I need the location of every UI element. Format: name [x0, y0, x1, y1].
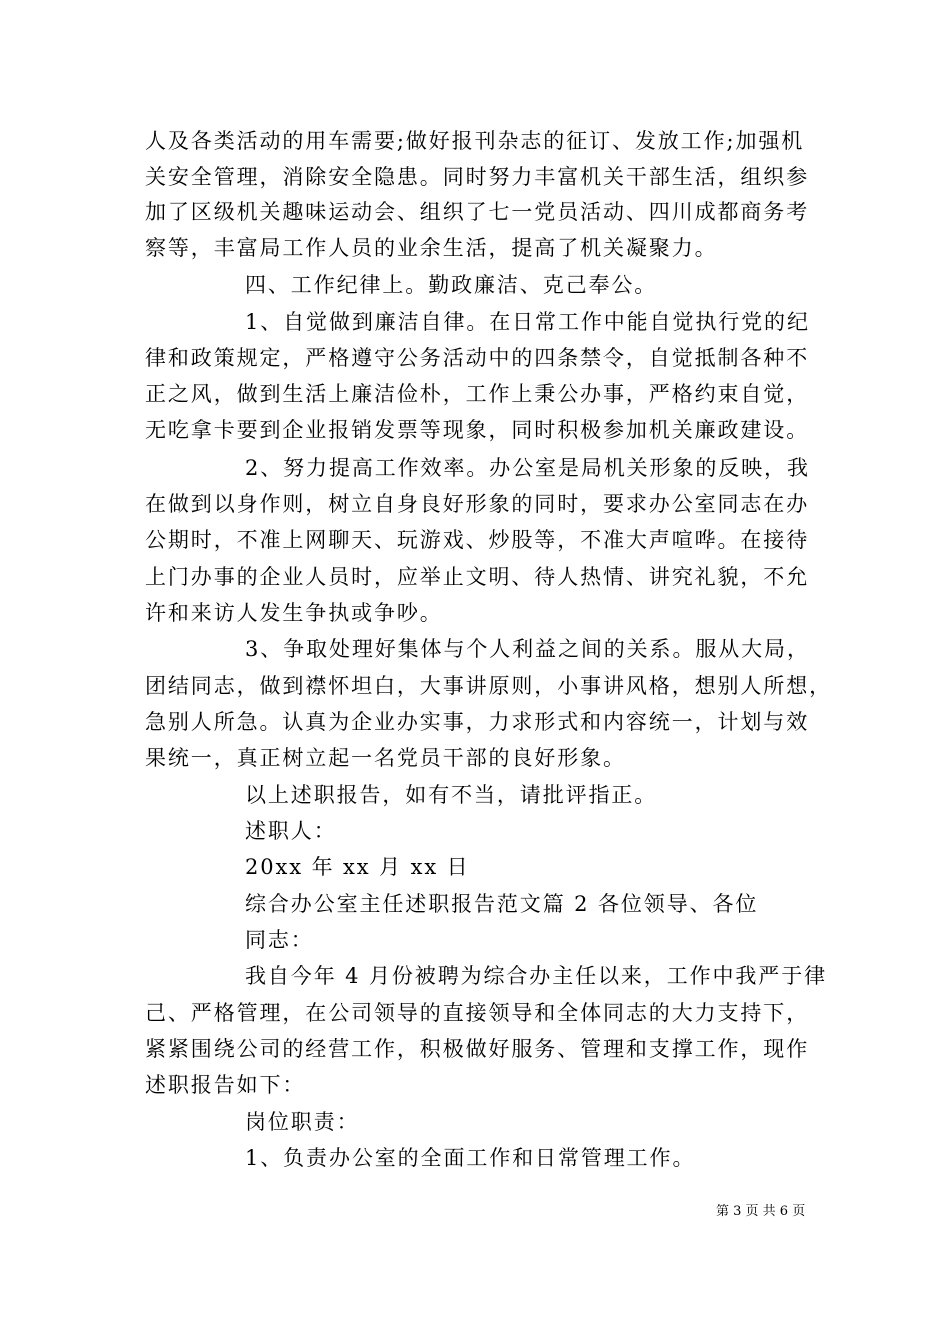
text-line: 综合办公室主任述职报告范文篇 2 各位领导、各位: [245, 892, 759, 916]
signature-label: 述职人：: [245, 819, 337, 843]
text-line: 许和来访人发生争执或争吵。: [145, 601, 443, 625]
text-line: 2、努力提高工作效率。办公室是局机关形象的反映，我: [245, 456, 810, 480]
text-line: 以上述职报告，如有不当，请批评指正。: [245, 783, 658, 807]
text-line: 人及各类活动的用车需要;做好报刊杂志的征订、发放工作;加强机: [145, 129, 805, 153]
date-line: 20xx 年 xx 月 xx 日: [245, 855, 470, 879]
text-line: 己、严格管理，在公司领导的直接领导和全体同志的大力支持下，: [145, 1001, 810, 1025]
text-line: 正之风，做到生活上廉洁俭朴，工作上秉公办事，严格约束自觉，: [145, 382, 810, 406]
page-number: 第 3 页 共 6 页: [716, 1204, 806, 1219]
text-line: 果统一，真正树立起一名党员干部的良好形象。: [145, 746, 626, 770]
text-line: 无吃拿卡要到企业报销发票等现象，同时积极参加机关廉政建设。: [145, 418, 810, 442]
text-line: 公期时，不准上网聊天、玩游戏、炒股等，不准大声喧哗。在接待: [145, 528, 810, 552]
text-line: 律和政策规定，严格遵守公务活动中的四条禁令，自觉抵制各种不: [145, 346, 810, 370]
text-line: 岗位职责：: [245, 1110, 360, 1134]
section-heading: 四、工作纪律上。勤政廉洁、克己奉公。: [245, 273, 658, 297]
text-line: 急别人所急。认真为企业办实事，力求形式和内容统一，计划与效: [145, 710, 810, 734]
text-line: 我自今年 4 月份被聘为综合办主任以来，工作中我严于律: [245, 964, 828, 988]
text-line: 1、负责办公室的全面工作和日常管理工作。: [245, 1146, 696, 1170]
text-line: 同志：: [245, 928, 314, 952]
text-line: 团结同志，做到襟怀坦白，大事讲原则，小事讲风格，想别人所想，: [145, 674, 832, 698]
text-line: 述职报告如下：: [145, 1073, 306, 1097]
text-line: 紧紧围绕公司的经营工作，积极做好服务、管理和支撑工作，现作: [145, 1037, 810, 1061]
text-line: 关安全管理，消除安全隐患。同时努力丰富机关干部生活，组织参: [145, 165, 810, 189]
text-line: 察等，丰富局工作人员的业余生活，提高了机关凝聚力。: [145, 236, 718, 260]
text-line: 在做到以身作则，树立自身良好形象的同时，要求办公室同志在办: [145, 492, 810, 516]
text-line: 1、自觉做到廉洁自律。在日常工作中能自觉执行党的纪: [245, 310, 810, 334]
text-line: 上门办事的企业人员时，应举止文明、待人热情、讲究礼貌，不允: [145, 565, 810, 589]
text-line: 加了区级机关趣味运动会、组织了七一党员活动、四川成都商务考: [145, 200, 810, 224]
text-line: 3、争取处理好集体与个人利益之间的关系。服从大局，: [245, 637, 810, 661]
